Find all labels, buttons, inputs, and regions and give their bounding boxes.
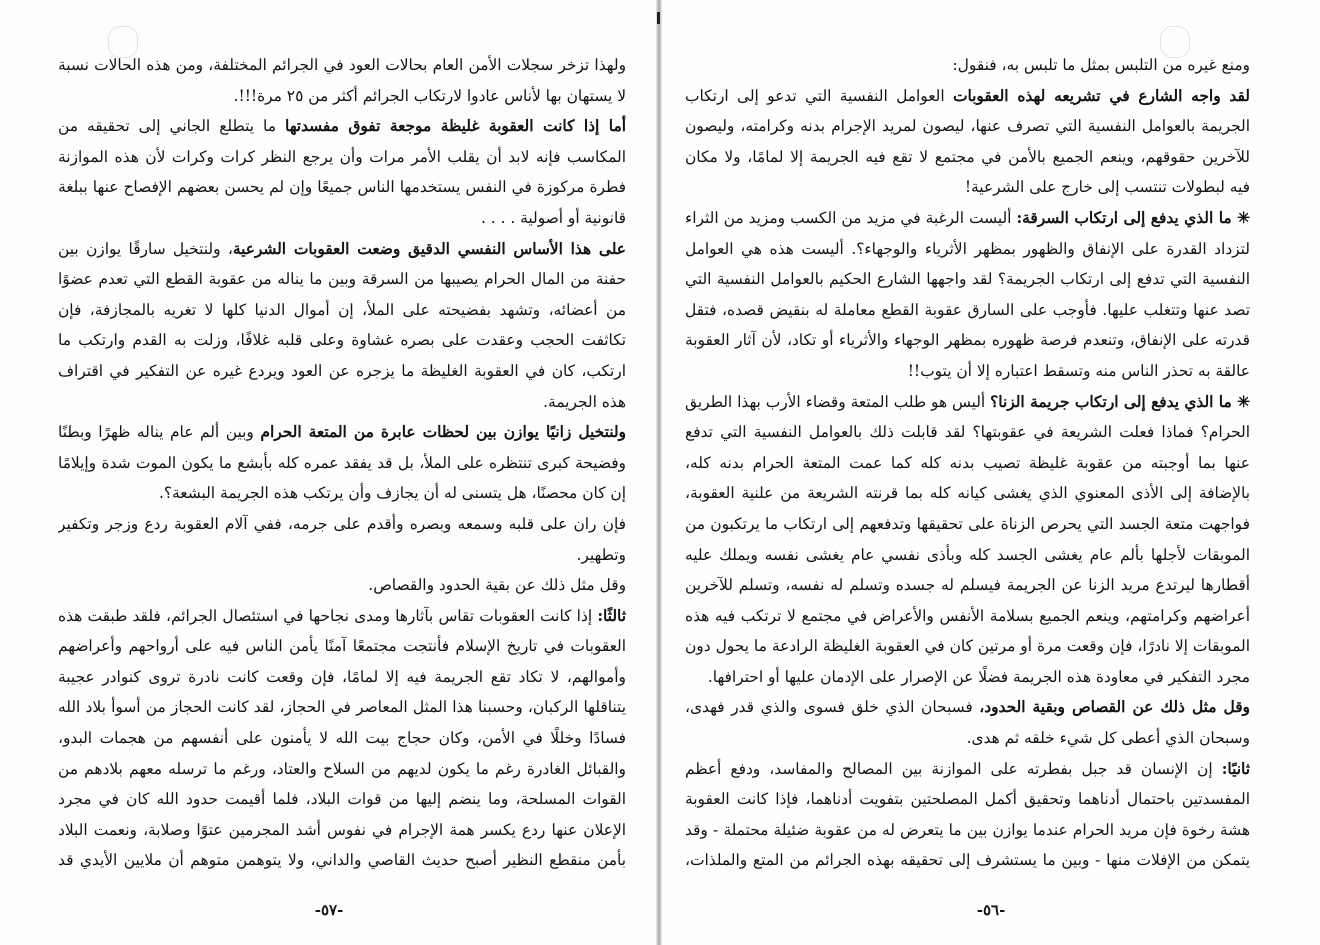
paragraph: وقل مثل ذلك عن بقية الحدود والقصاص. xyxy=(368,576,626,595)
paragraph: ثالثًا: إذا كانت العقوبات تقاس بآثارها ومدى نجاحها في استئصال الجرائم، فلقد طبقت هذه العقوبات في تاريخ الإسلام فأنتجت مجتمعًا آمنًا يأمن الناس فيه على أرواحهم وأعراضهم وأموالهم، لا تكاد تقع الجريمة فيه إلا لمامًا، فإن وقعت كانت نادرة تروى كنوادر عجيبة يتناقلها الركبان، وحسبنا هذا المثل المعاصر في الحجاز، لقد كانت الحجاز من أسوأ بلاد الله فسادًا وخللًا في الأمن، وكان حجاج بيت الله لا يأمنون على أنفسهم من هجمات البدو، والقبائل الغادرة رغم ما يكون لديهم من السلاح والعتاد، ورغم ما ترسله معهم بلادهم من القوات المسلحة، وما ينضم إليها من قوات البلاد، فلما أقيمت حدود الله كان في مجرد الإعلان عنها ردع يكسر همة الإجرام في نفوس أشد المجرمين عتوًا وصلابة، ونعمت البلاد بأمن منقطع النظير أصبح حديث القاصي والداني، ولا يتوهمن متوهم أن ملايين الأيدي قد xyxy=(58,606,626,870)
paragraph: ولنتخيل زانيًا يوازن بين لحظات عابرة من المتعة الحرام وبين ألم عام يناله ظهرًا وبطنًا وفضيحة كبرى تنتظره على الملأ، بل قد يفقد عمره كله بأبشع ما يكون الموت شدة وإيلامًا إن كان محصنًا، هل يتسنى له أن يجازف وأن يرتكب هذه الجريمة البشعة؟. xyxy=(58,423,626,503)
paragraph: ✳ ما الذي يدفع إلى ارتكاب جريمة الزنا؟ أليس هو طلب المتعة وقضاء الأرب بهذا الطريق الحرام؟ فماذا فعلت الشريعة في عقوبتها؟ لقد قابلت ذلك بالعوامل النفسية التي تدفع عنها بما أوجبته من عقوبة غليظة تصيب بدنه كله كما عمت المتعة الحرام بدنه كله، بالإضافة إلى الأذى المعنوي الذي يغشى كيانه كله بما قرنته الشريعة من علنية العقوبة، فواجهت متعة الجسد التي يحرص الزناة على تحقيقها وتدفعهم إلى ارتكاب ما يرتكبون من الموبقات لأجلها بألم عام يغشى الجسد كله وبأذى نفسي عام يغشى نفسه ويملك عليه أقطارها ليرتدع مريد الزنا عن الجريمة فيسلم له جسده وتسلم له نفسه، وتسلم للآخرين أعراضهم وكرامتهم، وينعم الجميع بسلامة الأنفس والأعراض في مجتمع لا ترتكب فيه هذه الموبقات إلا نادرًا، فإن وقعت مرة أو مرتين كان في العقوبة الغليظة الرادعة ما يحول دون مجرد التفكير في معاودة هذه الجريمة فضلًا عن الإصرار على الإدمان عليها أو احترافها. xyxy=(685,392,1250,686)
paragraph: لقد واجه الشارع في تشريعه لهذه العقوبات العوامل النفسية التي تدعو إلى ارتكاب الجريمة بالعوامل النفسية التي تصرف عنها، ليصون لمريد الإجرام بدنه وكرامته، وليصون للآخرين حقوقهم، وينعم الجميع بالأمن في مجتمع لا تقع فيه الجريمة إلا لمامًا، ولا مكان فيه لبطولات تنتسب إلى خارج على الشرعية! xyxy=(685,86,1250,197)
paragraph: أما إذا كانت العقوبة غليظة موجعة تفوق مفسدتها ما يتطلع الجاني إلى تحقيقه من المكاسب فإنه لابد أن يقلب الأمر مرات وأن يرجع النظر كرات وكرات لأن هذه الموازنة فطرة مركوزة في النفس يستخدمها الناس جميعًا وإن لم يحسن بعضهم الإفصاح عنها ببلغة قانونية أو أصولية . . . . xyxy=(58,117,626,227)
left-page-text xyxy=(58,50,626,880)
paragraph: ولهذا تزخر سجلات الأمن العام بحالات العود في الجرائم المختلفة، ومن هذه الحالات نسبة لا يستهان بها لأناس عادوا لارتكاب الجرائم أكثر من ٢٥ مرة!!!. xyxy=(58,56,626,105)
right-page xyxy=(662,0,1320,945)
paragraph: فإن ران على قلبه وسمعه وبصره وأقدم على جرمه، ففي آلام العقوبة ردع وزجر وتكفير وتطهير. xyxy=(58,514,626,564)
page-number: -٥٧- xyxy=(314,901,344,919)
gutter-mark xyxy=(657,12,660,24)
left-page xyxy=(0,0,658,945)
paragraph: وقل مثل ذلك عن القصاص وبقية الحدود، فسبحان الذي خلق فسوى والذي قدر فهدى، وسبحان الذي أعطى كل شيء خلقه ثم هدى. xyxy=(685,698,1250,748)
paragraph: على هذا الأساس النفسي الدقيق وضعت العقوبات الشرعية، ولنتخيل سارقًا يوازن بين حفنة من المال الحرام يصيبها من السرقة وبين ما يناله من عقوبة القطع التي تعدم عضوًا من أعضائه، وتشهد بفضيحته على الملأ، إن أموال الدنيا كلها لا تغريه بالمجازفة، فإن تكاثفت الحجب وعقدت على بصره غشاوة وعلى قلبه غلافًا، وزلت به القدم وارتكب ما ارتكب، كان في العقوبة الغليظة ما يزجره عن العود ويردع غيره عن التفكير في اقتراف هذه الجريمة. xyxy=(58,239,626,411)
paragraph: ثانيًا: إن الإنسان قد جبل بفطرته على الموازنة بين المصالح والمفاسد، ودفع أعظم المفسدتين باحتمال أدناهما وتحقيق أكمل المصلحتين بتفويت أدناهما، فإذا كانت العقوبة هشة رخوة فإن مريد الحرام عندما يوازن بين ما يتعرض له من عقوبة ضئيلة محتملة - وقد يتمكن من الإفلات منها - وبين ما يستشرف إلى تحقيقه بهذه الجرائم من المتع والملذات، xyxy=(685,759,1250,870)
paragraph: ومنع غيره من التلبس بمثل ما تلبس به، فنقول: xyxy=(952,56,1250,74)
page-number: -٥٦- xyxy=(976,901,1006,919)
paragraph: ✳ ما الذي يدفع إلى ارتكاب السرقة: أليست الرغبة في مزيد من الكسب ومزيد من الثراء لتزداد القدرة على الإنفاق والظهور بمظهر الأثرياء والوجهاء؟. أليست هذه هي العوامل النفسية التي تدفع إلى ارتكاب الجريمة؟ لقد واجهها الشارع الحكيم بالعوامل النفسية التي تصد عنها وتتغلب عليها. فأوجب على السارق عقوبة القطع معاملة له بنقيض قصده، فتقل قدرته على الإنفاق، وتنعدم فرصة ظهوره بمظهر الوجهاء والأثرياء أو تكاد، لأن آثار العقوبة عالقة به تحذر الناس منه وتسقط اعتباره إلا أن يتوب!! xyxy=(685,208,1250,380)
right-page-text xyxy=(685,50,1250,880)
